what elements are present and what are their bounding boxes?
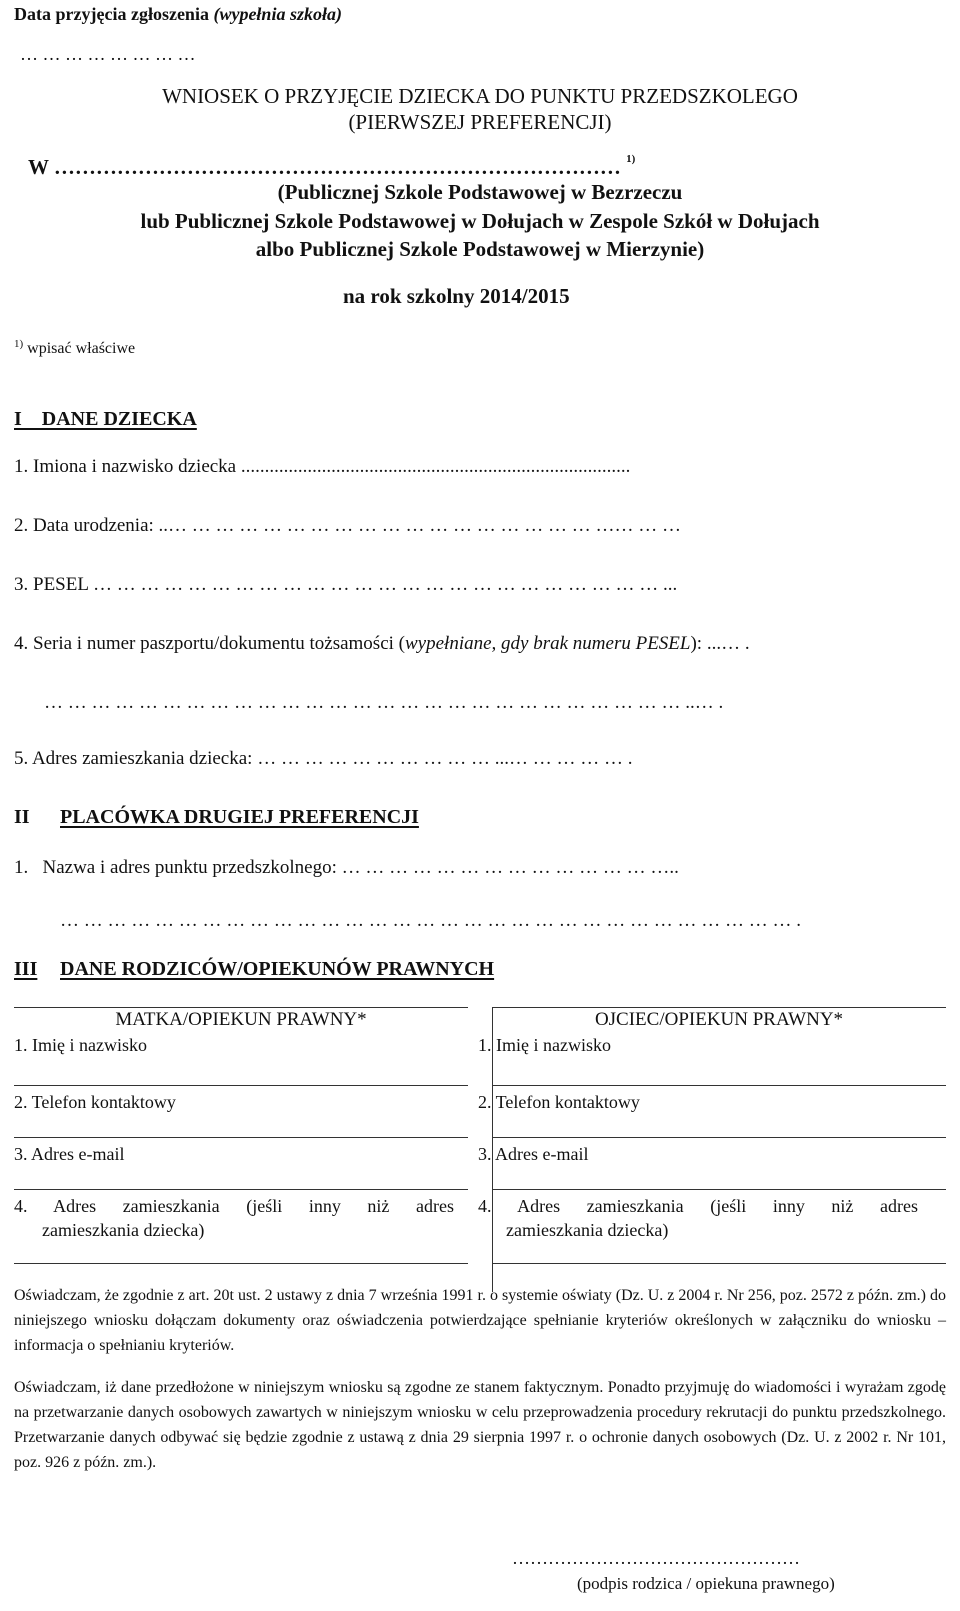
- submission-date-field[interactable]: … … … … … … … …: [20, 44, 196, 64]
- table-top-border-right: [492, 1007, 946, 1008]
- row-divider: [492, 1137, 946, 1138]
- row-divider: [14, 1085, 468, 1086]
- form-title: WNIOSEK O PRZYJĘCIE DZIECKA DO PUNKTU PRZEDSZKOLEGO: [162, 84, 798, 108]
- parents-table: [14, 1009, 946, 1292]
- child-name-field[interactable]: 1. Imiona i nazwisko dziecka ..................................................................................: [14, 456, 631, 477]
- footnote-marker: 1): [626, 153, 636, 165]
- signature-label: (podpis rodzica / opiekuna prawnego): [577, 1574, 835, 1593]
- mother-address-note: zamieszkania dziecka): [42, 1220, 205, 1240]
- row-divider: [14, 1263, 468, 1264]
- mother-column-title: MATKA/OPIEKUN PRAWNY*: [115, 1009, 367, 1030]
- father-name-field[interactable]: 1. Imię i nazwisko: [478, 1035, 611, 1055]
- father-column-title: OJCIEC/OPIEKUN PRAWNY*: [594, 1009, 844, 1030]
- submission-date-label: Data przyjęcia zgłoszenia (wypełnia szkoła): [14, 4, 342, 24]
- section-child-data-heading: I DANE DZIECKA: [14, 408, 197, 430]
- form-subtitle: (PIERWSZEJ PREFERENCJI): [348, 110, 612, 134]
- row-divider: [492, 1189, 946, 1190]
- row-divider: [14, 1189, 468, 1190]
- school-option-1: (Publicznej Szkole Podstawowej w Bezrzeczu: [277, 180, 683, 204]
- second-preference-field[interactable]: 1. Nazwa i adres punktu przedszkolnego: … … … … … … … … … … … … … …..: [14, 857, 679, 878]
- table-top-border-left: [14, 1007, 468, 1008]
- child-address-field[interactable]: 5. Adres zamieszkania dziecka: … … … … … … … … … … ...… … … … … .: [14, 748, 633, 769]
- declaration-data-processing: Oświadczam, iż dane przedłożone w niniejszym wniosku są zgodne ze stanem faktycznym. Ponadto przyjmuję do wiadomości i wyrażam zgodę na przetwarzanie danych osobowych zawartych w niniejszym wniosku w celu przeprowadzenia procedury rekrutacji do punktu przedszkolnego. Przetwarzanie danych odbywać się będzie zgodnie z ustawą z dnia 29 sierpnia 1997 r. o ochronie danych osobowych (Dz. U. z 2002 r. Nr 101, poz. 926 z późn. zm.).: [14, 1379, 946, 1471]
- school-option-2: lub Publicznej Szkole Podstawowej w Dołujach w Zespole Szkół w Dołujach: [140, 209, 820, 233]
- child-birthdate-field[interactable]: 2. Data urodzenia: ..… … … … … … … … … … … … … … … … … … …… … …: [14, 515, 682, 536]
- mother-address-field[interactable]: 4. Adres zamieszkania (jeśli inny niż adres: [14, 1196, 454, 1216]
- father-address-note: zamieszkania dziecka): [506, 1220, 669, 1240]
- child-passport-field[interactable]: 4. Seria i numer paszportu/dokumentu tożsamości (wypełniane, gdy brak numeru PESEL): ...… .: [14, 633, 750, 654]
- second-preference-field-cont[interactable]: … … … … … … … … … … … … … … … … … … … … … … … … … … … … … … … .: [60, 910, 801, 931]
- child-pesel-field[interactable]: 3. PESEL … … … … … … … … … … … … … … … … … … … … … … … … ...: [14, 574, 678, 595]
- school-year: na rok szkolny 2014/2015: [343, 284, 570, 308]
- section-second-preference-heading: PLACÓWKA DRUGIEJ PREFERENCJI: [60, 806, 419, 828]
- child-passport-field-cont[interactable]: … … … … … … … … … … … … … … … … … … … … … … … … … … … ..… .: [44, 692, 724, 713]
- row-divider: [492, 1085, 946, 1086]
- mother-email-field[interactable]: 3. Adres e-mail: [14, 1144, 125, 1164]
- row-divider: [492, 1263, 946, 1264]
- mother-phone-field[interactable]: 2. Telefon kontaktowy: [14, 1092, 176, 1112]
- section-parents-num: III: [14, 958, 38, 980]
- footnote: $^{1)}$ wpisać właściwe: [14, 338, 136, 357]
- declaration-documents: Oświadczam, że zgodnie z art. 20t ust. 2 ustawy z dnia 7 września 1991 r. o systemie oświaty (Dz. U. z 2004 r. Nr 256, poz. 2572 z późn. zm.) do niniejszego wniosku dołączam dokumenty oraz oświadczenia potwierdzające spełnianie kryteriów określonych w załączniku do wniosku – informacja o spełnianiu kryteriów.: [14, 1287, 946, 1354]
- row-divider: [14, 1137, 468, 1138]
- submission-date-note: (wypełnia szkoła): [213, 4, 342, 24]
- section-second-preference-num: II: [14, 806, 30, 828]
- section-parents-heading: DANE RODZICÓW/OPIEKUNÓW PRAWNYCH: [60, 958, 495, 980]
- father-email-field[interactable]: 3. Adres e-mail: [478, 1144, 589, 1164]
- father-phone-field[interactable]: 2. Telefon kontaktowy: [478, 1092, 640, 1112]
- signature-field[interactable]: …………………………………………: [512, 1548, 800, 1568]
- school-option-3: albo Publicznej Szkole Podstawowej w Mierzynie): [255, 237, 705, 261]
- mother-name-field[interactable]: 1. Imię i nazwisko: [14, 1035, 147, 1055]
- father-address-field[interactable]: 4. Adres zamieszkania (jeśli inny niż adres: [478, 1196, 918, 1216]
- school-name-field[interactable]: W ……………………………………………………………………… $^{1)}$: [28, 153, 636, 179]
